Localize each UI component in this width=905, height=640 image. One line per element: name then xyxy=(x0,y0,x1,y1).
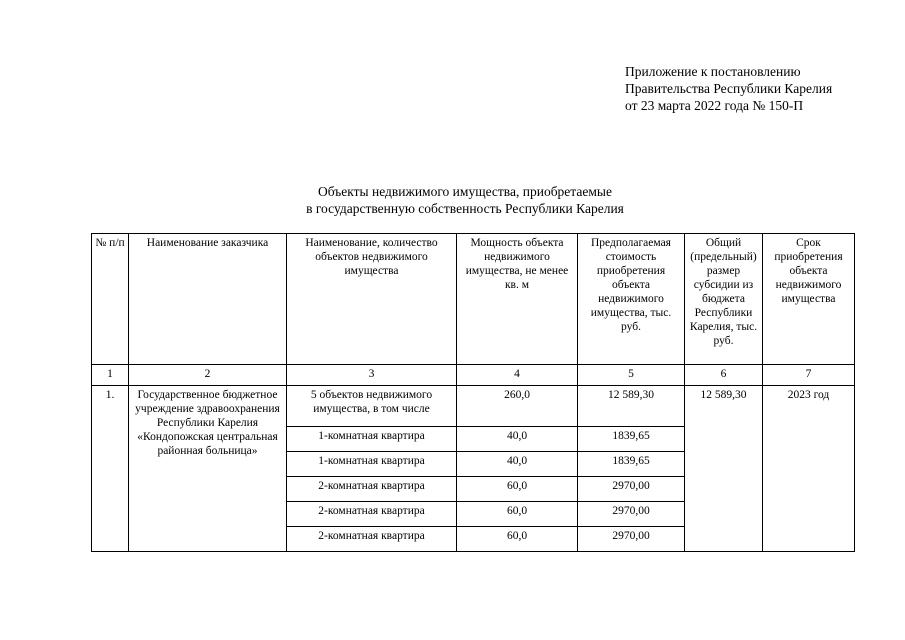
header-cell-subsidy: Общий (предельный) размер субсидии из бюджета Республики Карелия, тыс. руб. xyxy=(685,234,763,365)
object-name: 2-комнатная квартира xyxy=(287,527,457,552)
header-cell-object-name: Наименование, количество объектов недвижимого имущества xyxy=(287,234,457,365)
table-header-row xyxy=(92,234,855,365)
header-cell-cost: Предполагаемая стоимость приобретения объекта недвижимого имущества, тыс. руб. xyxy=(578,234,685,365)
object-area: 60,0 xyxy=(457,502,578,527)
object-area: 40,0 xyxy=(457,427,578,452)
object-cost: 2970,00 xyxy=(578,502,685,527)
appendix-note xyxy=(625,63,832,114)
column-number: 7 xyxy=(763,365,855,386)
object-area: 40,0 xyxy=(457,452,578,477)
item-term: 2023 год xyxy=(763,386,855,552)
column-number: 4 xyxy=(457,365,578,386)
item-subsidy: 12 589,30 xyxy=(685,386,763,552)
title-line: в государственную собственность Республики Карелия xyxy=(306,201,624,216)
table-row xyxy=(92,386,855,427)
object-area: 260,0 xyxy=(457,386,578,427)
appendix-line: от 23 марта 2022 года № 150-П xyxy=(625,98,804,113)
column-number: 3 xyxy=(287,365,457,386)
appendix-line: Приложение к постановлению xyxy=(625,64,801,79)
item-customer: Государственное бюджетное учреждение здравоохранения Республики Карелия «Кондопожская центральная районная больница» xyxy=(129,386,287,552)
object-name: 2-комнатная квартира xyxy=(287,477,457,502)
object-cost: 1839,65 xyxy=(578,427,685,452)
object-name: 5 объектов недвижимого имущества, в том числе xyxy=(287,386,457,427)
appendix-line: Правительства Республики Карелия xyxy=(625,81,833,96)
object-cost: 12 589,30 xyxy=(578,386,685,427)
object-area: 60,0 xyxy=(457,527,578,552)
object-name: 2-комнатная квартира xyxy=(287,502,457,527)
item-number: 1. xyxy=(92,386,129,552)
object-cost: 2970,00 xyxy=(578,527,685,552)
object-name: 1-комнатная квартира xyxy=(287,452,457,477)
column-number: 6 xyxy=(685,365,763,386)
column-number: 5 xyxy=(578,365,685,386)
object-cost: 2970,00 xyxy=(578,477,685,502)
title-line: Объекты недвижимого имущества, приобретаемые xyxy=(318,184,612,199)
header-cell-area: Мощность объекта недвижимого имущества, не менее кв. м xyxy=(457,234,578,365)
object-cost: 1839,65 xyxy=(578,452,685,477)
header-cell-term: Срок приобретения объекта недвижимого имущества xyxy=(763,234,855,365)
column-number: 1 xyxy=(92,365,129,386)
column-number: 2 xyxy=(129,365,287,386)
objects-table xyxy=(91,233,855,552)
object-name: 1-комнатная квартира xyxy=(287,427,457,452)
column-number-row xyxy=(92,365,855,386)
header-cell-number: № п/п xyxy=(92,234,129,365)
header-cell-customer: Наименование заказчика xyxy=(129,234,287,365)
document-title xyxy=(200,183,730,217)
object-area: 60,0 xyxy=(457,477,578,502)
